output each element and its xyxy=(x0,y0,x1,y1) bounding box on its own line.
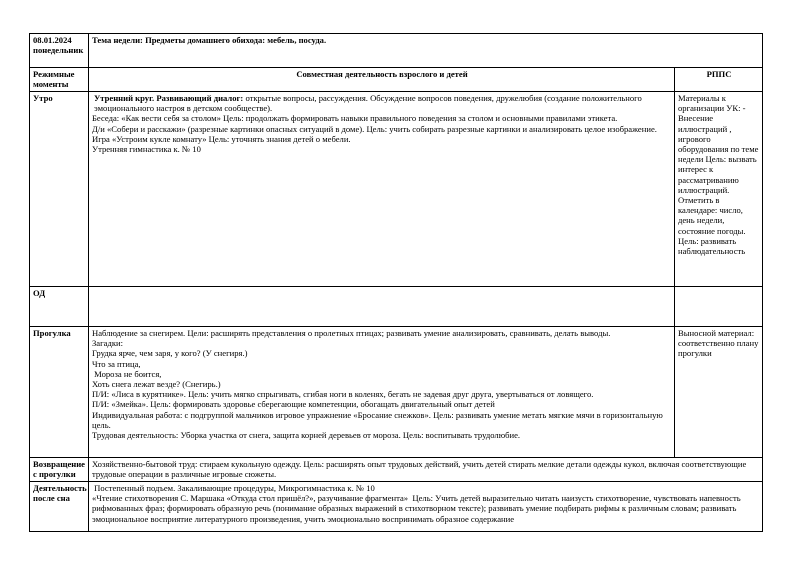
column-header-row xyxy=(30,68,763,92)
walk-line: Что за птица, xyxy=(92,358,141,369)
afternoon-line: Постепенный подъем. Закаливающие процедуры, Микрогимнастика к. № 10 xyxy=(92,483,375,493)
morning-content xyxy=(89,92,675,287)
walk-line: Хоть снега лежат везде? (Снегирь.) xyxy=(92,379,221,390)
walk-line: П/И: «Лиса в курятнике». Цель: учить мягко спрыгивать, сгибая ноги в коленях, бегать не задевая друг друга, увертываться от ловящего. xyxy=(92,389,594,400)
morning-label: Утро xyxy=(30,92,89,287)
return-row xyxy=(30,458,763,482)
header-row xyxy=(30,34,763,68)
return-label: Возвращение с прогулки xyxy=(30,458,89,482)
morning-rpps: Материалы к организации УК: - Внесение иллюстраций , игрового оборудования по теме недели Цель: вызвать интерес к рассматриванию иллюстраций. Отметить в календаре: число, день недели, состояние погоды. Цель: развивать наблюдательность xyxy=(675,92,763,287)
morning-lead-rest: открытые вопросы, рассуждения. Обсуждение вопросов поведения, дружелюбия (создание положительного эмоционального настроя в детском сообществе). xyxy=(94,93,642,114)
column-moments: Режимные моменты xyxy=(30,68,89,92)
date: 08.01.2024 xyxy=(33,35,72,45)
theme-label: Тема недели: xyxy=(92,35,143,45)
afternoon-content xyxy=(89,482,763,532)
afternoon-label: Деятельность после сна xyxy=(30,482,89,532)
theme-text: Предметы домашнего обихода: мебель, посуда. xyxy=(145,35,327,45)
walk-line: П/И: «Змейка». Цель: формировать здоровье сберегающие компетенции, обогащать двигательный опыт детей xyxy=(92,399,495,410)
morning-line: Беседа: «Как вести себя за столом» Цель: продолжать формировать навыки правильного поведения за столом и основными правилами этикета. xyxy=(92,113,618,124)
walk-line: Трудовая деятельность: Уборка участка от снега, защита корней деревьев от мороза. Цель: воспитывать трудолюбие. xyxy=(92,430,521,441)
walk-row xyxy=(30,327,763,458)
weekday: понедельник xyxy=(33,45,84,56)
morning-line: Д/и «Собери и расскажи» (разрезные картинки опасных ситуаций в доме). Цель: учить собирать разрезные картинки и анализировать целое изображение. xyxy=(92,123,657,134)
walk-content xyxy=(89,327,675,458)
theme-cell xyxy=(89,34,763,68)
od-rpps xyxy=(675,287,763,327)
walk-line: Мороза не боится, xyxy=(92,368,162,379)
walk-line: Грудка ярче, чем заря, у кого? (У снегиря.) xyxy=(92,348,248,359)
walk-line: Наблюдение за снегирем. Цели: расширять представления о пролетных птицах; развивать умение анализировать, сравнивать, делать выводы. xyxy=(92,328,611,338)
walk-line: Загадки: xyxy=(92,338,123,349)
column-rpps: РППС xyxy=(675,68,763,92)
afternoon-row xyxy=(30,482,763,532)
column-joint-activity: Совместная деятельность взрослого и детей xyxy=(89,68,675,92)
walk-line: Индивидуальная работа: с подгруппой мальчиков игровое упражнение «Бросание снежков». Цель: развивать умение метать мягкие мячи в горизонтальную цель. xyxy=(92,409,663,430)
walk-label: Прогулка xyxy=(30,327,89,458)
morning-lead-bold: Утренний круг. Развивающий диалог: xyxy=(94,93,244,103)
afternoon-line: «Чтение стихотворения С. Маршака «Откуда стол пришёл?», разучивание фрагмента» Цель: Учить детей выразительно читать наизусть стихотворение, чувствовать напевность рифмованных фраз; формировать образную речь (понимание образных выражений в стихотворном тексте); развивать умение подбирать рифмы к различным словам; развивать эмоциональное восприятие литературного произведения, учить эмоционально воспринимать образное содержание xyxy=(92,493,743,524)
od-label: ОД xyxy=(30,287,89,327)
weekly-plan-table xyxy=(29,33,763,532)
morning-line: Утренняя гимнастика к. № 10 xyxy=(92,144,201,155)
date-cell xyxy=(30,34,89,68)
return-content: Хозяйственно-бытовой труд: стираем кукольную одежду. Цель: расширять опыт трудовых действий, учить детей стирать мелкие детали одежды кукол, включая соответствующие трудовые операции в различные игровые сюжеты. xyxy=(89,458,763,482)
morning-row xyxy=(30,92,763,287)
od-row xyxy=(30,287,763,327)
morning-line: Игра «Устроим кукле комнату» Цель: уточнять знания детей о мебели. xyxy=(92,133,351,144)
walk-rpps: Выносной материал: соответственно плану прогулки xyxy=(675,327,763,458)
od-content xyxy=(89,287,675,327)
morning-lead xyxy=(92,93,672,113)
